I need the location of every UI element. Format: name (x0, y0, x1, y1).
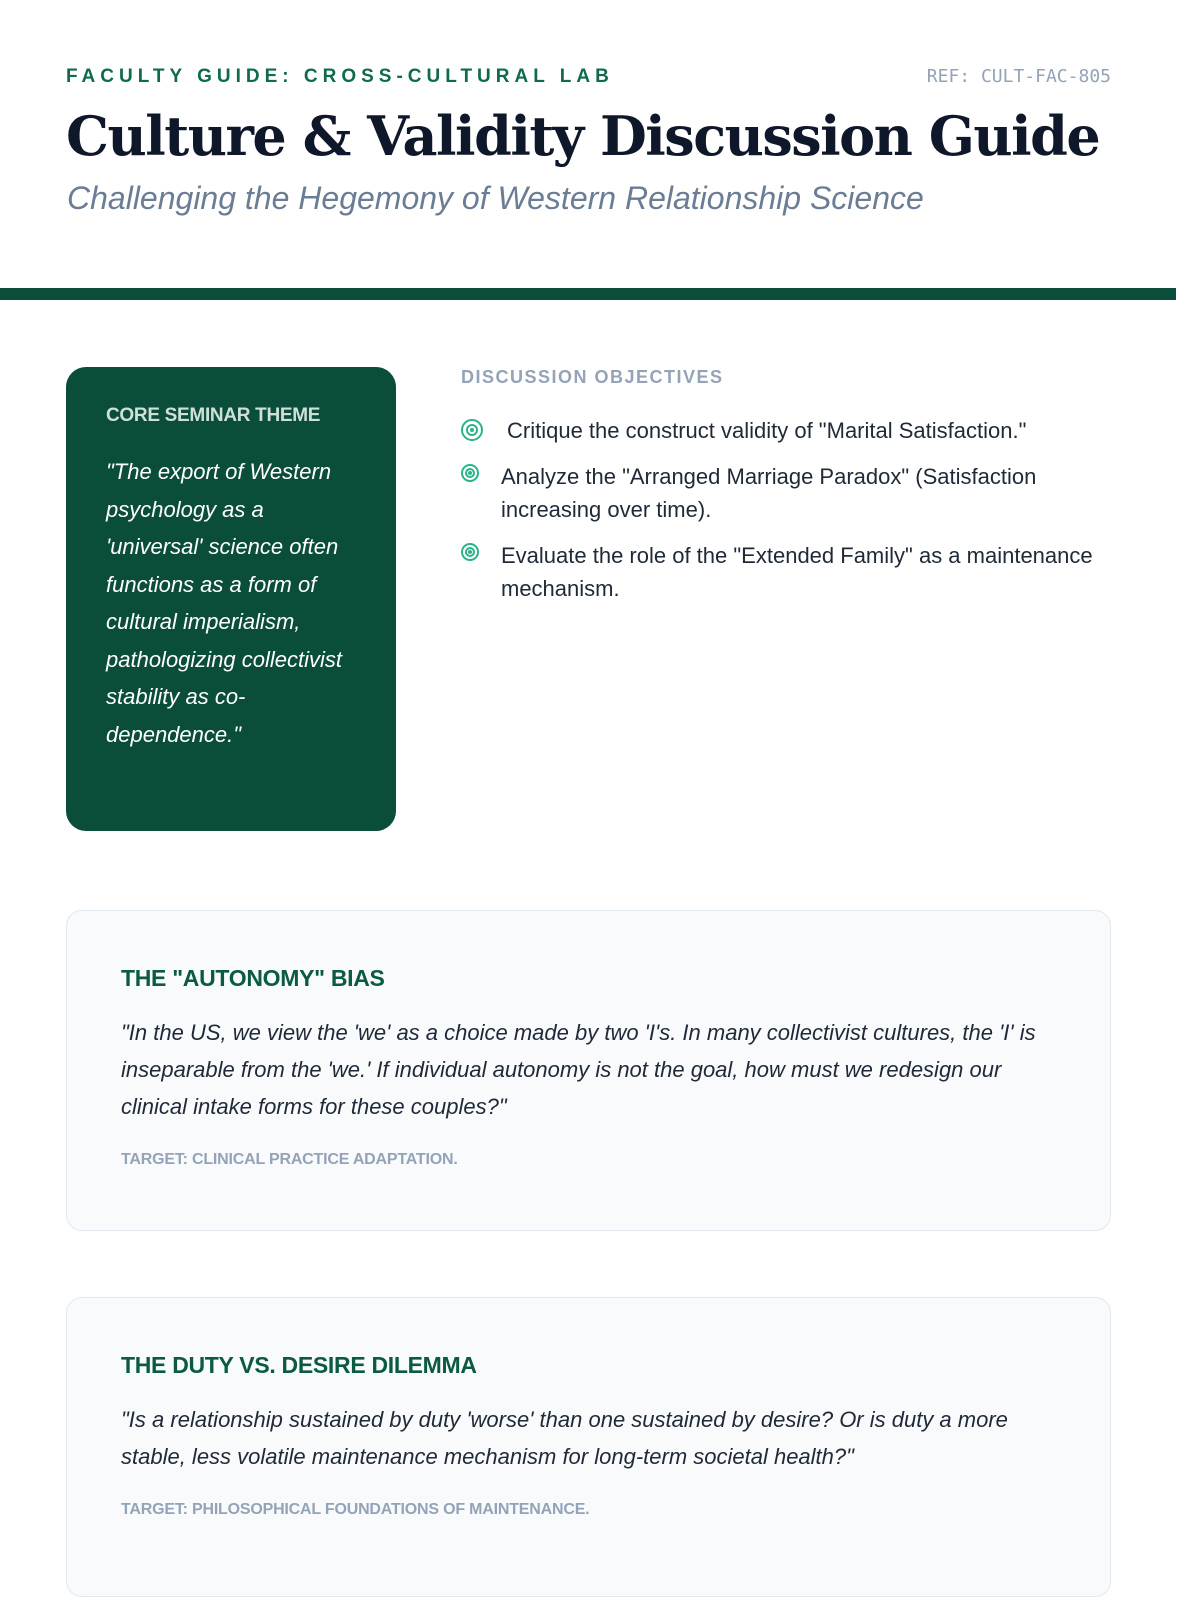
target-icon (461, 464, 479, 482)
core-theme-quote: "The export of Western psychology as a 'universal' science often functions as a form of cultural imperialism, pathologizing collectivist stability as co-dependence." (106, 459, 343, 747)
target-icon (461, 419, 483, 441)
target-icon (461, 543, 479, 561)
prompt-title: THE "AUTONOMY" BIAS (121, 965, 385, 991)
page-subtitle: Challenging the Hegemony of Western Relationship Science (67, 180, 924, 216)
prompt-target: TARGET: PHILOSOPHICAL FOUNDATIONS OF MAINTENANCE. (121, 1501, 590, 1518)
prompt-question: "Is a relationship sustained by duty 'worse' than one sustained by desire? Or is duty a more stable, less volatile maintenance mechanism for long-term societal health?" (121, 1407, 1008, 1469)
objectives-list (461, 414, 1111, 605)
objectives-section (461, 367, 1111, 618)
reference-code: REF: CULT-FAC-805 (926, 66, 1111, 87)
objective-item (461, 460, 1111, 526)
objectives-heading: DISCUSSION OBJECTIVES (461, 367, 724, 387)
core-theme-label: CORE SEMINAR THEME (106, 405, 321, 426)
objective-text: Evaluate the role of the "Extended Family" as a maintenance mechanism. (501, 543, 1093, 601)
objective-text: Analyze the "Arranged Marriage Paradox" (Satisfaction increasing over time). (501, 464, 1037, 522)
prompt-card-autonomy (66, 910, 1111, 1231)
core-theme-card (66, 367, 396, 831)
objective-item (461, 539, 1111, 605)
prompt-title: THE DUTY VS. DESIRE DILEMMA (121, 1352, 477, 1378)
header-divider (0, 288, 1176, 300)
page-title: Culture & Validity Discussion Guide (66, 104, 1100, 168)
prompt-target: TARGET: CLINICAL PRACTICE ADAPTATION. (121, 1151, 458, 1168)
prompt-card-duty-desire (66, 1297, 1111, 1597)
eyebrow-label: FACULTY GUIDE: CROSS-CULTURAL LAB (66, 66, 614, 87)
objective-item (461, 414, 1111, 447)
prompt-question: "In the US, we view the 'we' as a choice made by two 'I's. In many collectivist cultures, the 'I' is inseparable from the 'we.' If individual autonomy is not the goal, how must we redesign our clinical intake forms for these couples?" (121, 1020, 1036, 1119)
objective-text: Critique the construct validity of "Marital Satisfaction." (507, 418, 1027, 443)
